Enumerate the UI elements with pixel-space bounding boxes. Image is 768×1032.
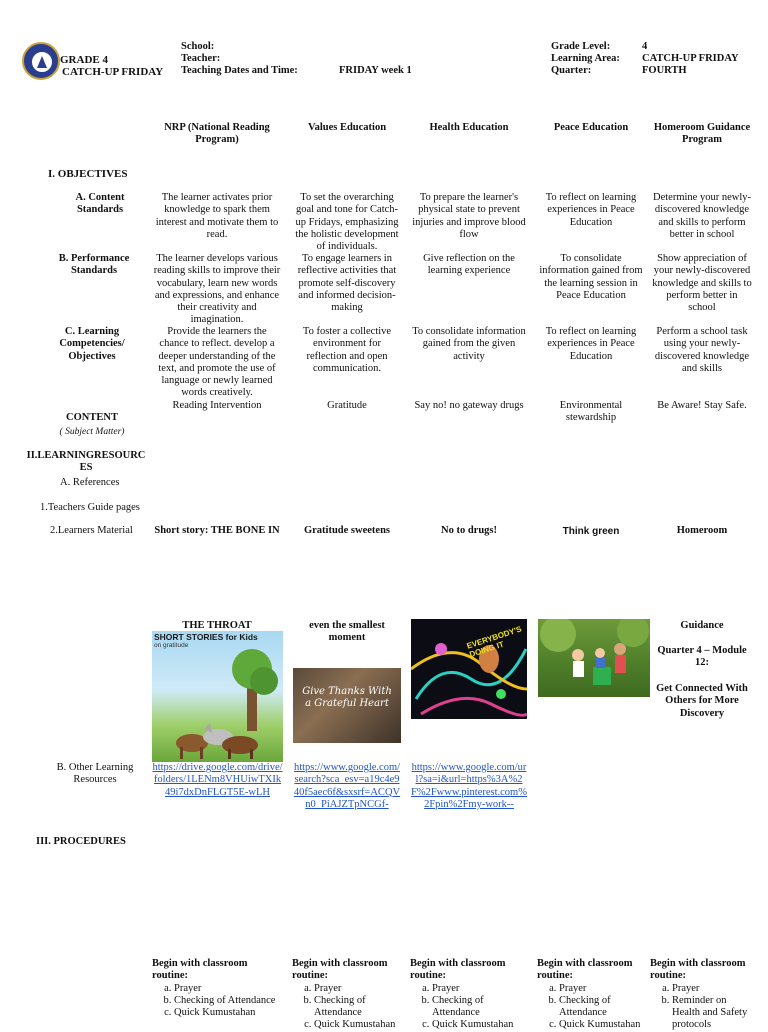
column-header-health: Health Education [429,122,509,133]
routine-label: Begin with classroom routine: [650,958,746,982]
content-label: CONTENT [66,412,118,423]
content-standards-nrp: The learner activates prior knowledge to spark them interest and motivate them to read. [155,192,279,240]
procedure-item: a. Prayer [559,983,647,995]
procedure-item: a. Prayer [672,983,750,995]
resource-link-drive[interactable]: https://drive.google.com/drive/folders/1LENm8VHUiwTXIk49i7dxDnFLGT5E-wLH [152,762,283,798]
content-standards-label: A. Content Standards [75,192,125,216]
content-sublabel: ( Subject Matter) [59,427,125,437]
content-values: Gratitude [327,400,367,411]
procedure-item: c. Quick Kumustahan [174,1007,284,1019]
learners-material-health: No to drugs! [440,525,497,536]
routine-label: Begin with classroom routine: [537,958,633,982]
content-standards-health: To prepare the learner's physical state to prevent injuries and improve blood flow [412,192,526,240]
deped-seal-logo [22,42,60,80]
learning-area-label: Learning Area: [551,53,620,64]
procedure-item: c. Quick Kumustahan [314,1019,404,1031]
competencies-homeroom: Perform a school task using your newly-discovered knowledge and skills [654,326,750,374]
learners-material-homeroom: Homeroom [676,525,728,536]
procedure-item: a. Prayer [174,983,284,995]
performance-standards-nrp: The learner develops various reading skills to improve their vocabulary, learn new words and expressions, and enhance their creativity and imagination. [153,253,281,326]
column-header-homeroom: Homeroom Guidance Program [653,122,751,146]
grade-level-value: 4 [642,41,648,52]
performance-standards-homeroom: Show appreciation of your newly-discovered knowledge and skills to perform better in school [652,253,752,314]
procedure-column-health [410,958,530,1032]
procedure-item: a. Prayer [432,983,530,995]
learners-material-nrp-cont: THE THROAT [182,620,252,631]
learners-material-values-cont: even the smallest moment [309,620,385,644]
header-catchup: CATCH-UP FRIDAY [62,66,164,78]
procedure-item: c. Quick Kumustahan [559,1019,647,1031]
column-header-peace: Peace Education [553,122,629,133]
content-standards-homeroom: Determine your newly-discovered knowledge and skills to perform better in school [653,192,751,240]
routine-label: Begin with classroom routine: [410,958,506,982]
content-homeroom: Be Aware! Stay Safe. [657,400,747,411]
objectives-heading: I. OBJECTIVES [48,168,128,180]
competencies-nrp: Provide the learners the chance to reflect. develop a deeper understanding of the text, and promote the use of language or newly learned words creatively. [158,326,276,399]
column-header-values: Values Education [307,122,387,133]
competencies-peace: To reflect on learning experiences in Peace Education [545,326,637,362]
other-resources-label: B. Other Learning Resources [56,762,134,786]
column-header-nrp: NRP (National Reading Program) [164,122,270,146]
learners-material-label: 2.Learners Material [50,525,133,536]
procedure-item: b. Checking of Attendance [174,995,284,1007]
procedure-item: b. Checking of Attendance [432,995,530,1020]
procedure-item: b. Checking of Attendance [559,995,647,1020]
kids-planting-illustration [538,619,650,697]
procedure-column-nrp [152,958,284,1019]
procedures-heading: III. PROCEDURES [36,836,126,847]
procedure-item: b. Reminder on Health and Safety protocols [672,995,750,1032]
competencies-health: To consolidate information gained from the given activity [412,326,526,362]
routine-label: Begin with classroom routine: [152,958,248,982]
competencies-values: To foster a collective environment for reflection and open communication. [302,326,392,374]
homeroom-module-title: Get Connected With Others for More Discovery [656,683,748,719]
performance-standards-label: B. Performance Standards [58,253,130,277]
procedure-item: c. Quick Kumustahan [432,1019,530,1031]
content-standards-values: To set the overarching goal and tone for Catch-up Fridays, emphasizing the holistic development of individuals. [295,192,399,253]
performance-standards-values: To engage learners in reflective activities that promote self-discovery and informed decision-making [297,253,397,314]
performance-standards-peace: To consolidate information gained from the learning session in Peace Education [539,253,643,301]
resource-link-pinterest[interactable]: https://www.google.com/url?sa=i&url=https%3A%2F%2Fwww.pinterest.com%2Fpin%2Fmy-work-- [411,762,527,810]
give-thanks-image [293,668,401,743]
routine-label: Begin with classroom routine: [292,958,388,982]
homeroom-module: Quarter 4 – Module 12: [657,645,747,669]
drugs-poster-image [411,619,527,719]
teachers-guide-label: 1.Teachers Guide pages [40,502,140,513]
teacher-label: Teacher: [181,53,221,64]
learning-area-value: CATCH-UP FRIDAY [642,53,739,64]
learners-material-peace: Think green [562,526,620,537]
short-stories-image [152,631,283,762]
procedure-column-homeroom [650,958,750,1032]
learners-material-nrp: Short story: THE BONE IN [154,525,280,536]
dates-value: FRIDAY week 1 [339,65,412,76]
kids-environment-image [538,619,650,697]
procedure-column-peace [537,958,647,1032]
procedure-column-values [292,958,404,1032]
quarter-value: FOURTH [642,65,687,76]
content-health: Say no! no gateway drugs [414,400,524,411]
animals-illustration [152,631,283,762]
procedure-item: b. Checking of Attendance [314,995,404,1020]
quarter-label: Quarter: [551,65,592,76]
header-grade: GRADE 4 [60,54,108,66]
performance-standards-health: Give reflection on the learning experience [423,253,515,277]
references-label: A. References [60,477,120,488]
grade-level-label: Grade Level: [551,41,611,52]
resources-heading: II.LEARNINGRESOURCES [26,450,146,474]
content-peace: Environmental stewardship [559,400,623,424]
drugs-poster-text: EVERYBODY'S DOING IT [465,624,523,660]
content-standards-peace: To reflect on learning experiences in Peace Education [545,192,637,228]
short-stories-title: SHORT STORIES for Kids [154,632,258,642]
school-label: School: [181,41,215,52]
dates-label: Teaching Dates and Time: [181,65,298,76]
resource-link-google-search[interactable]: https://www.google.com/search?sca_esv=a19c4e940f5aec6f&sxsrf=ACQVn0_PiAJZTpNCGf- [293,762,401,810]
competencies-label: C. Learning Competencies/ Objectives [59,326,125,362]
learners-material-values: Gratitude sweetens [303,525,391,536]
give-thanks-text: Give Thanks With a Grateful Heart [302,686,392,709]
procedure-item: a. Prayer [314,983,404,995]
short-stories-subtitle: on gratitude [154,642,189,649]
learners-material-homeroom-cont: Guidance [680,620,724,631]
content-nrp: Reading Intervention [172,400,262,411]
